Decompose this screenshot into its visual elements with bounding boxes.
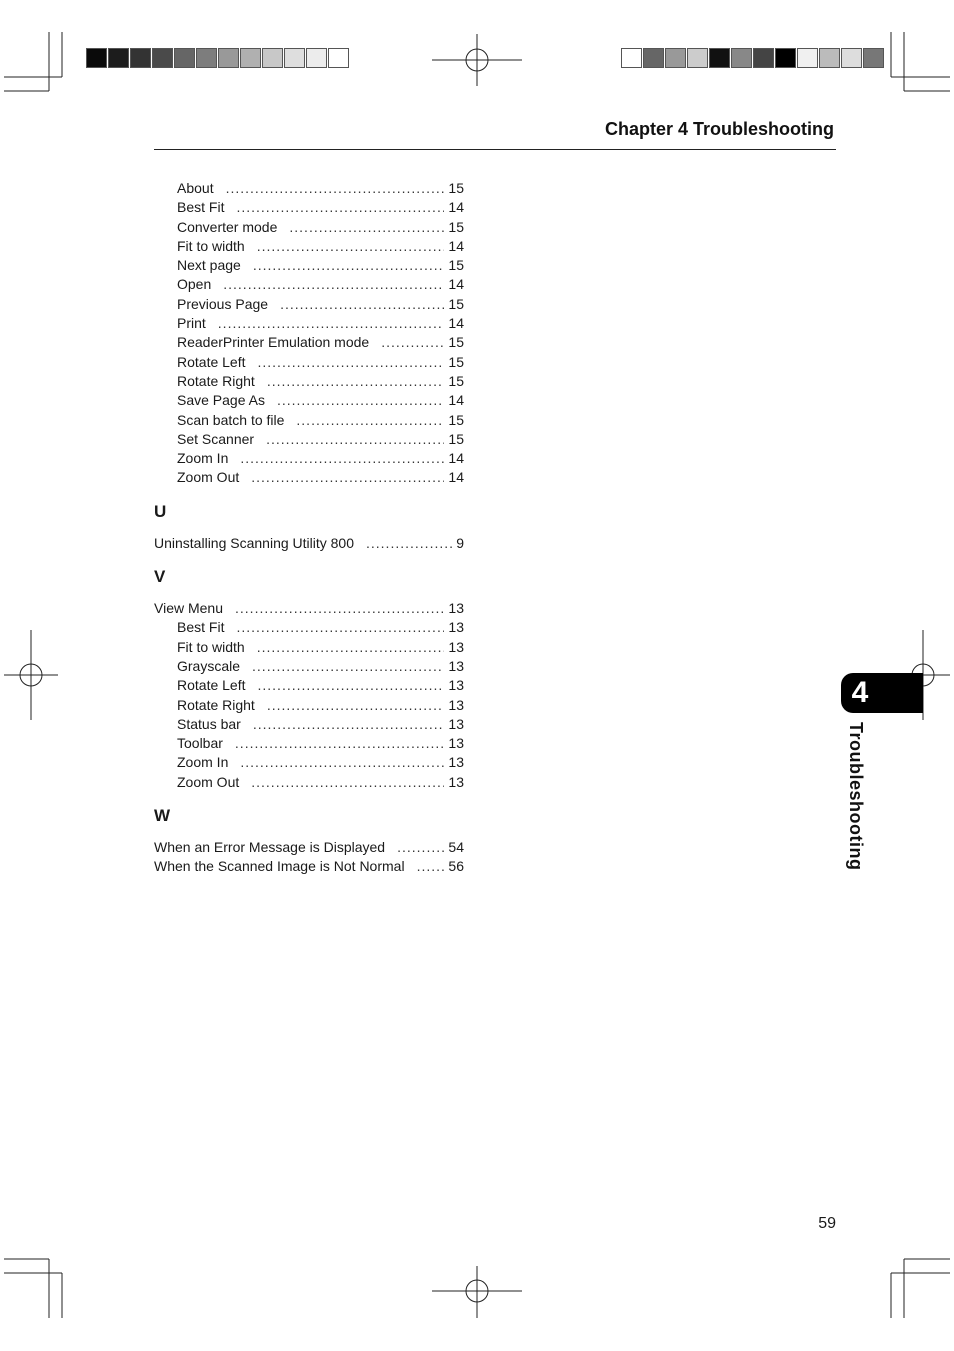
index-top-entries bbox=[154, 179, 464, 488]
index-term: Zoom Out bbox=[177, 773, 240, 790]
index-entry[interactable] bbox=[154, 372, 464, 391]
leader-dots bbox=[235, 599, 444, 618]
header-rule bbox=[154, 149, 836, 150]
color-swatch bbox=[687, 48, 708, 68]
color-swatch bbox=[775, 48, 796, 68]
index-section-v bbox=[154, 564, 464, 792]
index-entry[interactable] bbox=[154, 275, 464, 294]
index-term: Set Scanner bbox=[177, 430, 255, 447]
index-term: Grayscale bbox=[177, 657, 241, 674]
index-entry[interactable] bbox=[154, 256, 464, 275]
index-page: 13 bbox=[448, 657, 464, 674]
index-entry[interactable] bbox=[154, 696, 464, 715]
leader-dots bbox=[253, 256, 445, 275]
color-swatch bbox=[328, 48, 349, 68]
index-page: 13 bbox=[448, 773, 464, 790]
index-entry[interactable] bbox=[154, 333, 464, 352]
section-letter: W bbox=[154, 806, 171, 826]
color-swatch bbox=[218, 48, 239, 68]
leader-dots bbox=[218, 314, 445, 333]
leader-dots bbox=[226, 179, 445, 198]
leader-dots bbox=[257, 638, 445, 657]
index-entry[interactable] bbox=[154, 353, 464, 372]
section-letter: U bbox=[154, 501, 167, 521]
color-swatch bbox=[306, 48, 327, 68]
index-entry[interactable] bbox=[154, 198, 464, 217]
index-entry[interactable] bbox=[154, 618, 464, 637]
leader-dots bbox=[289, 218, 444, 237]
index-term: Save Page As bbox=[177, 392, 265, 409]
index-term: When an Error Message is Displayed bbox=[154, 839, 386, 856]
index-page: 13 bbox=[448, 696, 464, 713]
index-term: Best Fit bbox=[177, 619, 225, 636]
index-term: Zoom In bbox=[177, 754, 229, 771]
color-calibration-bar-left bbox=[86, 48, 350, 68]
leader-dots bbox=[280, 295, 444, 314]
index-term: Open bbox=[177, 276, 212, 293]
leader-dots bbox=[258, 676, 445, 695]
index-term: Rotate Left bbox=[177, 353, 246, 370]
index-page: 13 bbox=[448, 619, 464, 636]
leader-dots bbox=[266, 430, 444, 449]
index-page: 14 bbox=[448, 450, 464, 467]
index-entry[interactable] bbox=[154, 314, 464, 333]
color-calibration-bar-right bbox=[621, 48, 885, 68]
section-letter: V bbox=[154, 567, 166, 587]
leader-dots bbox=[267, 372, 445, 391]
index-page: 13 bbox=[448, 754, 464, 771]
index-page: 13 bbox=[448, 735, 464, 752]
index-entry[interactable] bbox=[154, 411, 464, 430]
index-page: 15 bbox=[448, 353, 464, 370]
leader-dots bbox=[397, 838, 444, 857]
index-term: Zoom In bbox=[177, 450, 229, 467]
leader-dots bbox=[267, 696, 445, 715]
index-section-u bbox=[154, 499, 464, 553]
index-entry[interactable] bbox=[154, 773, 464, 792]
leader-dots bbox=[223, 275, 444, 294]
index-term: Toolbar bbox=[177, 735, 223, 752]
index-entry[interactable] bbox=[154, 857, 464, 876]
color-swatch bbox=[841, 48, 862, 68]
color-swatch bbox=[643, 48, 664, 68]
index-page: 14 bbox=[448, 237, 464, 254]
index-page: 15 bbox=[448, 372, 464, 389]
index-page: 15 bbox=[448, 180, 464, 196]
leader-dots bbox=[417, 857, 445, 876]
color-swatch bbox=[130, 48, 151, 68]
index-entry[interactable] bbox=[154, 676, 464, 695]
index-term: Status bar bbox=[177, 715, 241, 732]
index-term: Rotate Right bbox=[177, 696, 255, 713]
index-entry[interactable] bbox=[154, 237, 464, 256]
index-entry[interactable] bbox=[154, 638, 464, 657]
leader-dots bbox=[251, 773, 444, 792]
index-term: View Menu bbox=[154, 600, 224, 617]
color-swatch bbox=[797, 48, 818, 68]
index-page: 14 bbox=[448, 315, 464, 332]
leader-dots bbox=[257, 237, 445, 256]
index-entry[interactable] bbox=[154, 218, 464, 237]
index-page: 13 bbox=[448, 638, 464, 655]
color-swatch bbox=[284, 48, 305, 68]
index-section-w bbox=[154, 803, 464, 877]
chapter-title: Chapter 4 Troubleshooting bbox=[604, 119, 834, 139]
index-entry[interactable] bbox=[154, 715, 464, 734]
index-page: 15 bbox=[448, 295, 464, 312]
leader-dots bbox=[240, 449, 444, 468]
index-page: 15 bbox=[448, 257, 464, 274]
color-swatch bbox=[731, 48, 752, 68]
index-page: 14 bbox=[448, 392, 464, 409]
index-term: Previous Page bbox=[177, 295, 269, 312]
index-term: About bbox=[177, 180, 214, 196]
index-term: Fit to width bbox=[177, 638, 245, 655]
index-term: When the Scanned Image is Not Normal bbox=[154, 858, 405, 875]
index-page: 14 bbox=[448, 276, 464, 293]
index-list bbox=[154, 179, 464, 877]
index-term: Print bbox=[177, 315, 206, 332]
index-entry[interactable] bbox=[154, 468, 464, 487]
index-term: Converter mode bbox=[177, 218, 278, 235]
index-page: 15 bbox=[448, 218, 464, 235]
index-page: 13 bbox=[448, 715, 464, 732]
color-swatch bbox=[753, 48, 774, 68]
index-page: 54 bbox=[448, 839, 464, 856]
index-page: 13 bbox=[448, 677, 464, 694]
color-swatch bbox=[174, 48, 195, 68]
leader-dots bbox=[253, 715, 445, 734]
color-swatch bbox=[240, 48, 261, 68]
index-entry[interactable] bbox=[154, 295, 464, 314]
index-term: Fit to width bbox=[177, 237, 245, 254]
leader-dots bbox=[240, 753, 444, 772]
color-swatch bbox=[86, 48, 107, 68]
index-term: Scan batch to file bbox=[177, 411, 285, 428]
index-page: 15 bbox=[448, 334, 464, 351]
index-page: 14 bbox=[448, 199, 464, 216]
index-entry[interactable] bbox=[154, 753, 464, 772]
leader-dots bbox=[236, 618, 444, 637]
index-page: 13 bbox=[448, 600, 464, 617]
color-swatch bbox=[152, 48, 173, 68]
index-entry[interactable] bbox=[154, 599, 464, 618]
index-entry[interactable] bbox=[154, 391, 464, 410]
leader-dots bbox=[258, 353, 445, 372]
leader-dots bbox=[296, 411, 444, 430]
index-entry[interactable] bbox=[154, 838, 464, 857]
chapter-tab-label: Troubleshooting bbox=[846, 722, 866, 871]
leader-dots bbox=[252, 657, 444, 676]
index-term: Rotate Left bbox=[177, 677, 246, 694]
index-entry[interactable] bbox=[154, 179, 464, 198]
page-number: 59 bbox=[818, 1215, 836, 1232]
index-entry[interactable] bbox=[154, 657, 464, 676]
color-swatch bbox=[819, 48, 840, 68]
index-page: 14 bbox=[448, 469, 464, 486]
index-entry[interactable] bbox=[154, 534, 464, 553]
index-page: 56 bbox=[448, 858, 464, 875]
leader-dots bbox=[381, 333, 444, 352]
leader-dots bbox=[277, 391, 444, 410]
index-page: 15 bbox=[448, 430, 464, 447]
leader-dots bbox=[251, 468, 444, 487]
color-swatch bbox=[262, 48, 283, 68]
index-page: 9 bbox=[456, 534, 464, 551]
color-swatch bbox=[196, 48, 217, 68]
color-swatch bbox=[665, 48, 686, 68]
index-page: 15 bbox=[448, 411, 464, 428]
index-term: Best Fit bbox=[177, 199, 225, 216]
index-entry[interactable] bbox=[154, 449, 464, 468]
index-term: Rotate Right bbox=[177, 372, 255, 389]
chapter-tab-number: 4 bbox=[851, 676, 869, 709]
color-swatch bbox=[863, 48, 884, 68]
index-term: Zoom Out bbox=[177, 469, 240, 486]
index-term: Next page bbox=[177, 257, 241, 274]
leader-dots bbox=[366, 534, 452, 553]
leader-dots bbox=[236, 198, 444, 217]
index-term: Uninstalling Scanning Utility 800 bbox=[154, 534, 354, 551]
index-entry[interactable] bbox=[154, 430, 464, 449]
leader-dots bbox=[235, 734, 445, 753]
color-swatch bbox=[621, 48, 642, 68]
color-swatch bbox=[108, 48, 129, 68]
index-term: ReaderPrinter Emulation mode bbox=[177, 334, 370, 351]
color-swatch bbox=[709, 48, 730, 68]
index-entry[interactable] bbox=[154, 734, 464, 753]
